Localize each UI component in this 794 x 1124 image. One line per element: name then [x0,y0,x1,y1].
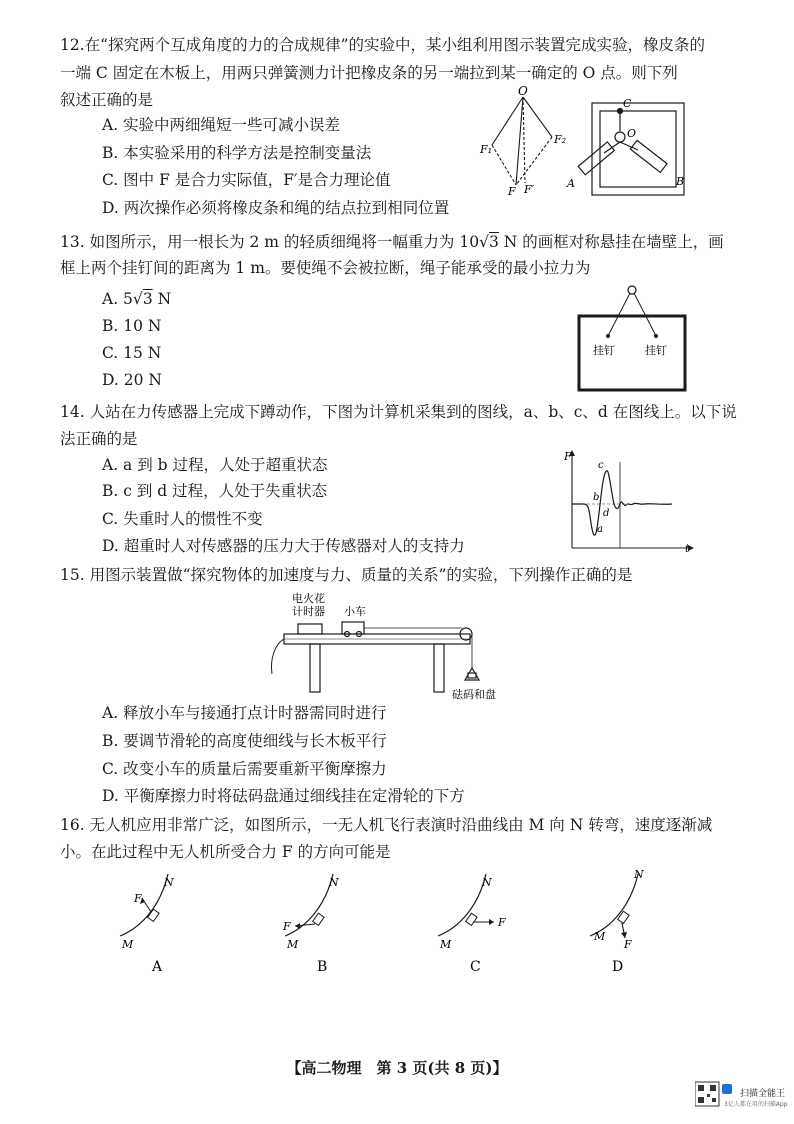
q15-timer-label-1: 电火花 [292,592,325,605]
q13-stem-line1 [60,232,724,252]
q14-option-b: B. c 到 d 过程，人处于失重状态 [102,482,328,500]
q16-b-force-label: F [283,920,291,933]
q16-c-m-label: M [440,938,452,951]
q13-stem-text-b: N 的画框对称悬挂在墙壁上，画 [498,233,724,251]
q16-c-n-label: N [482,876,492,889]
q13-option-b: B. 10 N [102,317,162,335]
q16-a-m-label: M [122,938,134,951]
q16-c-force-label: F [498,916,506,929]
q14-point-a: a [597,524,603,535]
q12-board-apparatus [578,103,684,195]
q14-stem-line1: 14. 人站在力传感器上完成下蹲动作，下图为计算机采集到的图线，a、b、c、d 在图线上。以下说 [60,403,737,421]
force-curve [572,471,672,535]
q12-label-o: O [518,85,528,98]
q12-label-c: C [623,97,632,110]
sqrt-symbol: √ [132,290,143,308]
spark-timer [298,624,322,634]
q15-apparatus-figure [262,590,512,705]
frame-nail-right [654,334,658,338]
q12-label-o-board: O [627,127,637,140]
q12-option-d: D. 两次操作必须将橡皮条和绳的结点拉到相同位置 [102,199,450,217]
q13-figure [575,282,690,394]
scanner-app-name: 扫描全能王 [740,1089,786,1099]
q14-stem-line2: 法正确的是 [60,430,138,448]
q16-figure-c [438,874,506,975]
frame-nail-left [606,334,610,338]
q13-option-a-sqrt: 3 [142,290,153,308]
q16-b-n-label: N [329,876,339,889]
q13-nail-label-right: 挂钉 [645,344,667,357]
q12-stem-line3: 叙述正确的是 [60,91,154,109]
q12-force-parallelogram [492,97,552,185]
table-leg-left [310,644,320,692]
q16-stem-line1: 16. 无人机应用非常广泛，如图所示，一无人机飞行表演时沿曲线由 M 向 N 转弯，速度逐渐减 [60,816,713,834]
q13-option-d: D. 20 N [102,371,162,389]
q13-option-c: C. 15 N [102,344,162,362]
q12-figure [470,85,700,200]
q16-a-force-label: F [134,892,142,905]
q15-option-c: C. 改变小车的质量后需要重新平衡摩擦力 [102,760,387,778]
wall-nail [628,286,636,294]
q16-figure-d [590,868,644,975]
camscanner-logo-icon [722,1084,732,1094]
q15-stem-line1: 15. 用图示装置做“探究物体的加速度与力、质量的关系”的实验，下列操作正确的是 [60,566,633,584]
q14-label-f: F [564,450,572,463]
q12-stem-line1: 12.在“探究两个互成角度的力的合成规律”的实验中，某小组利用图示装置完成实验，橡皮条的 [60,36,706,54]
table-leg-right [434,644,444,692]
q12-label-b: B [676,175,685,188]
q15-option-a: A. 释放小车与接通打点计时器需同时进行 [102,704,387,722]
q13-sqrt-value: 3 [488,233,499,251]
drone [466,913,477,925]
q15-cart-label: 小车 [344,605,366,618]
q16-figure-a [120,874,174,975]
q15-weights-label: 砝码和盘 [452,688,496,701]
drone [148,909,159,921]
q15-option-b: B. 要调节滑轮的高度使细线与长木板平行 [102,732,387,750]
q12-label-a: A [567,177,575,190]
q13-option-a-unit: N [152,290,172,308]
q12-option-b: B. 本实验采用的科学方法是控制变量法 [102,144,372,162]
q16-c-choice-label: C [470,959,481,975]
q16-d-m-label: M [594,930,606,943]
q16-figure-b [282,874,339,975]
scanner-app-slogan: 3亿人都在用的扫描App [724,1101,788,1108]
q12-label-f2: F₂ [554,133,567,146]
sqrt-symbol: √ [479,233,489,251]
q12-stem-line2: 一端 C 固定在木板上，用两只弹簧测力计把橡皮条的另一端拉到某一确定的 O 点。则下列 [60,64,678,82]
q13-option-a [102,289,171,309]
q15-option-d: D. 平衡摩擦力时将砝码盘通过细线挂在定滑轮的下方 [102,787,465,805]
q16-b-choice-label: B [317,959,328,975]
q12-option-a: A. 实验中两细绳短一些可减小误差 [102,116,341,134]
q12-label-f: F [508,185,516,198]
q13-stem-text-a: 13. 如图所示，用一根长为 2 m 的轻质细绳将一幅重力为 10 [60,233,480,251]
q16-d-n-label: N [634,868,644,881]
q16-d-choice-label: D [612,959,624,975]
q14-force-time-graph [560,448,695,554]
q13-stem-line2: 框上两个挂钉间的距离为 1 m。要使绳不会被拉断，绳子能承受的最小拉力为 [60,259,591,277]
q16-b-m-label: M [287,938,299,951]
q12-label-fprime: F′ [524,183,535,196]
q13-option-a-text: A. 5 [102,290,133,308]
q16-a-choice-label: A [152,959,163,975]
q12-option-c: C. 图中 F 是合力实际值，F′是合力理论值 [102,171,391,189]
q12-label-f1: F₁ [480,143,493,156]
q16-d-force-label: F [624,938,632,951]
q14-option-d: D. 超重时人对传感器的压力大于传感器对人的支持力 [102,537,465,555]
q14-label-t: t [685,542,690,554]
q14-point-b: b [593,492,600,503]
q13-nail-label-left: 挂钉 [593,344,615,357]
q15-timer-label-2: 计时器 [292,605,325,618]
page-footer: 【高二物理 第 3 页(共 8 页)】 [286,1059,508,1077]
q14-point-c: c [598,460,604,471]
q14-point-d: d [603,508,610,519]
q16-figures [110,868,670,980]
q14-option-c: C. 失重时人的惯性不变 [102,510,263,528]
q14-option-a: A. a 到 b 过程，人处于超重状态 [102,456,328,474]
q16-stem-line2: 小。在此过程中无人机所受合力 F 的方向可能是 [60,843,391,861]
q16-a-n-label: N [164,876,174,889]
